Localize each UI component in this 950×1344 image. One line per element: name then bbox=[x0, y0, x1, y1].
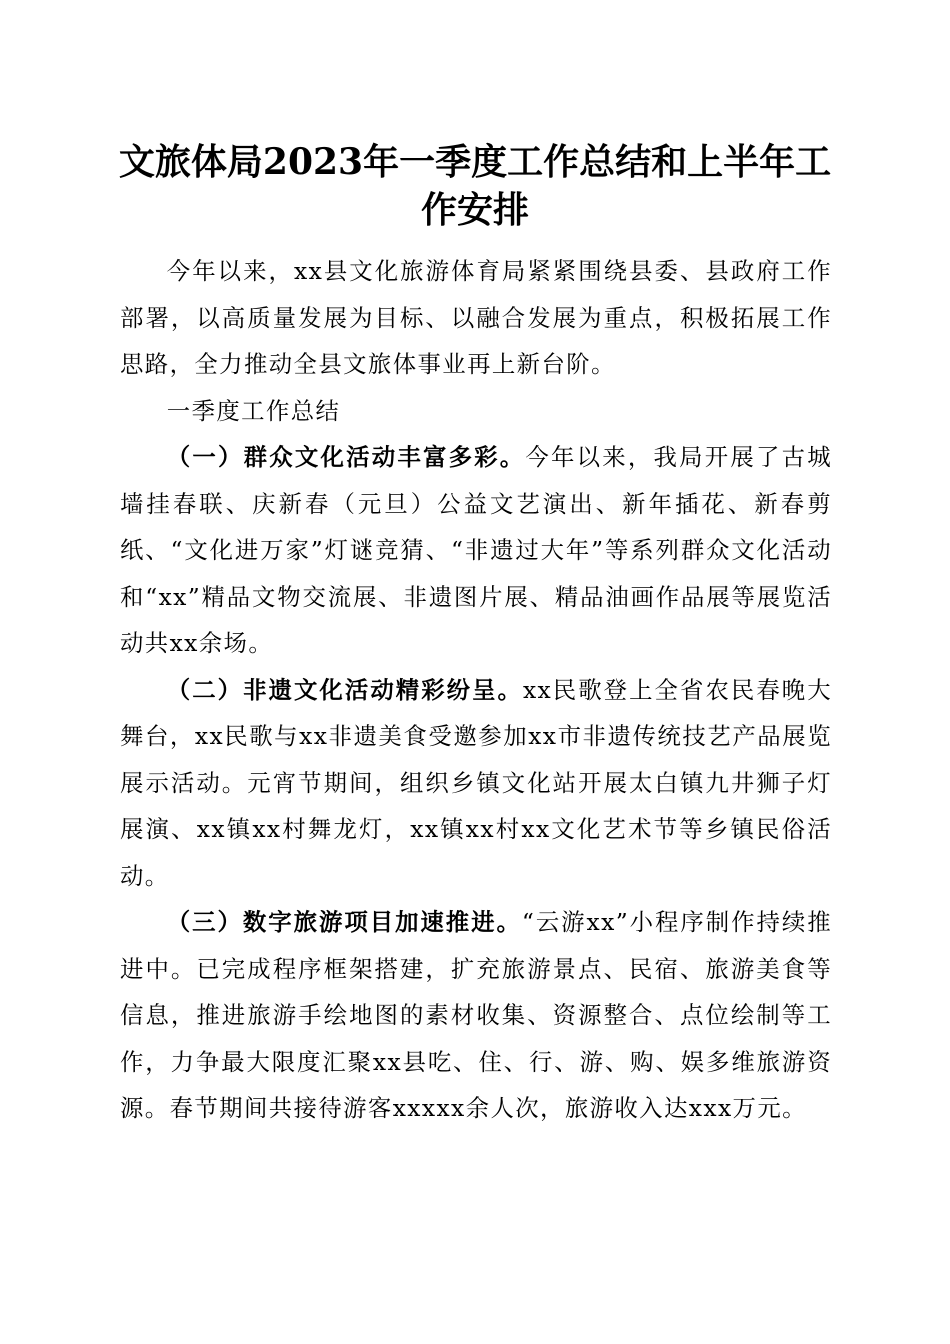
item-paragraph-3 bbox=[120, 899, 832, 1132]
document-title: 文旅体局2023年一季度工作总结和上半年工作安排 bbox=[118, 141, 832, 231]
section-heading: 一季度工作总结 bbox=[166, 396, 341, 425]
item-heading: （二）非遗文化活动精彩纷呈。 bbox=[166, 675, 523, 704]
item-text: 今年以来，我局开展了古城墙挂春联、庆新春（元旦）公益文艺演出、新年插花、新春剪纸、“文化进万家”灯谜竞猜、“非遗过大年”等系列群众文化活动和“xx”精品文物交流展、非遗图片展、精品油画作品展等展览活动共xx余场。 bbox=[120, 443, 832, 657]
document-body bbox=[120, 248, 832, 1132]
item-paragraph-1 bbox=[120, 434, 832, 667]
item-heading: （一）群众文化活动丰富多彩。 bbox=[166, 443, 526, 471]
item-text: “云游xx”小程序制作持续推进中。已完成程序框架搭建，扩充旅游景点、民宿、旅游美食等信息，推进旅游手绘地图的素材收集、资源整合、点位绘制等工作，力争最大限度汇聚xx县吃、住、行、游、购、娱多维旅游资源。春节期间共接待游客xxxxx余人次，旅游收入达xxx万元。 bbox=[120, 908, 832, 1122]
intro-paragraph: 今年以来，xx县文化旅游体育局紧紧围绕县委、县政府工作部署，以高质量发展为目标、以融合发展为重点，积极拓展工作思路，全力推动全县文旅体事业再上新台阶。 bbox=[120, 257, 832, 378]
item-paragraph-2 bbox=[120, 667, 832, 900]
item-heading: （三）数字旅游项目加速推进。 bbox=[166, 908, 522, 936]
item-text: xx民歌登上全省农民春晚大舞台，xx民歌与xx非遗美食受邀参加xx市非遗传统技艺产品展览展示活动。元宵节期间，组织乡镇文化站开展太白镇九井狮子灯展演、xx镇xx村舞龙灯，xx镇xx村xx文化艺术节等乡镇民俗活动。 bbox=[120, 675, 832, 890]
